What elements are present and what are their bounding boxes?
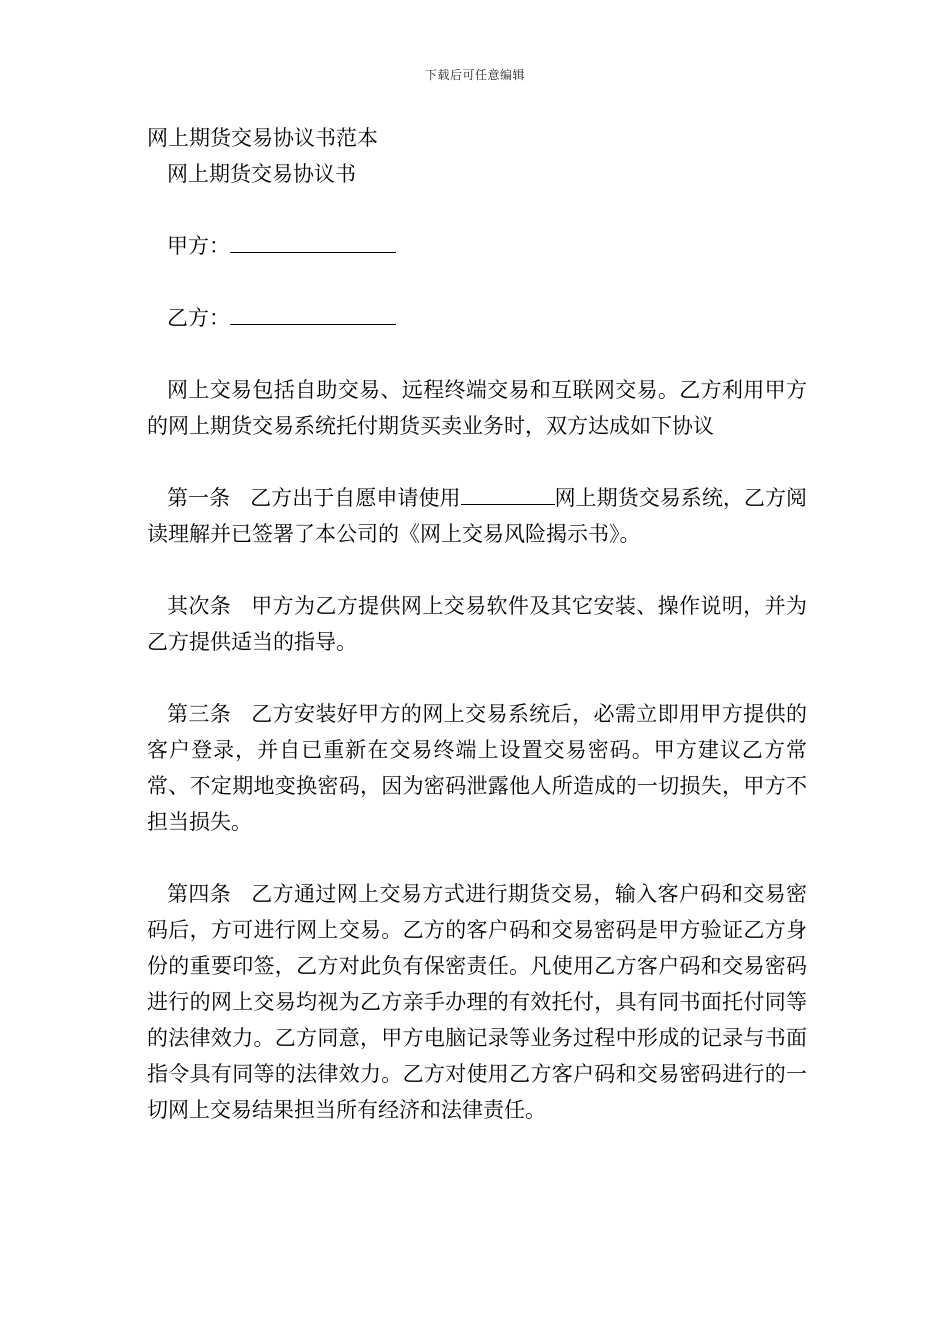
article-3-text: 乙方安装好甲方的网上交易系统后，必需立即用甲方提供的客户登录，并自已重新在交易终端上设置交易密码。甲方建议乙方常常、不定期地变换密码，因为密码泄露他人所造成的一切损失，甲方不担当损失。	[147, 702, 808, 834]
document-subtitle: 网上期货交易协议书	[167, 162, 356, 186]
article-2	[147, 588, 807, 660]
system-name-blank	[461, 482, 555, 505]
article-4-text: 乙方通过网上交易方式进行期货交易，输入客户码和交易密码后，方可进行网上交易。乙方的客户码和交易密码是甲方验证乙方身份的重要印签，乙方对此负有保密责任。凡使用乙方客户码和交易密码进行的网上交易均视为乙方亲手办理的有效托付，具有同书面托付同等的法律效力。乙方同意，甲方电脑记录等业务过程中形成的记录与书面指令具有同等的法律效力。乙方对使用乙方客户码和交易密码进行的一切网上交易结果担当所有经济和法律责任。	[147, 882, 808, 1122]
article-4-number: 第四条	[167, 882, 232, 906]
party-b-blank	[230, 302, 396, 325]
party-a-blank	[230, 230, 396, 253]
article-1-text-before: 乙方出于自愿申请使用	[250, 486, 461, 510]
party-b-line	[147, 300, 807, 336]
party-a-line	[147, 228, 807, 264]
document-title: 网上期货交易协议书范本	[147, 126, 378, 150]
article-2-text: 甲方为乙方提供网上交易软件及其它安装、操作说明，并为乙方提供适当的指导。	[147, 594, 808, 654]
article-4	[147, 876, 807, 1128]
article-3-number: 第三条	[167, 702, 232, 726]
intro-paragraph: 网上交易包括自助交易、远程终端交易和互联网交易。乙方利用甲方的网上期货交易系统托付期货买卖业务时，双方达成如下协议	[147, 378, 807, 438]
header-note: 下载后可任意编辑	[424, 68, 525, 82]
party-b-label: 乙方：	[167, 306, 230, 330]
article-2-number: 其次条	[167, 594, 232, 618]
document-body	[147, 120, 807, 1128]
article-1-number: 第一条	[167, 486, 231, 510]
article-1	[147, 480, 807, 552]
article-1-text-after: 网上期货交易系统，乙方阅读理解并已签署了本公司的《网上交易风险揭示书》。	[147, 486, 808, 546]
article-3	[147, 696, 807, 840]
party-a-label: 甲方：	[167, 234, 230, 258]
